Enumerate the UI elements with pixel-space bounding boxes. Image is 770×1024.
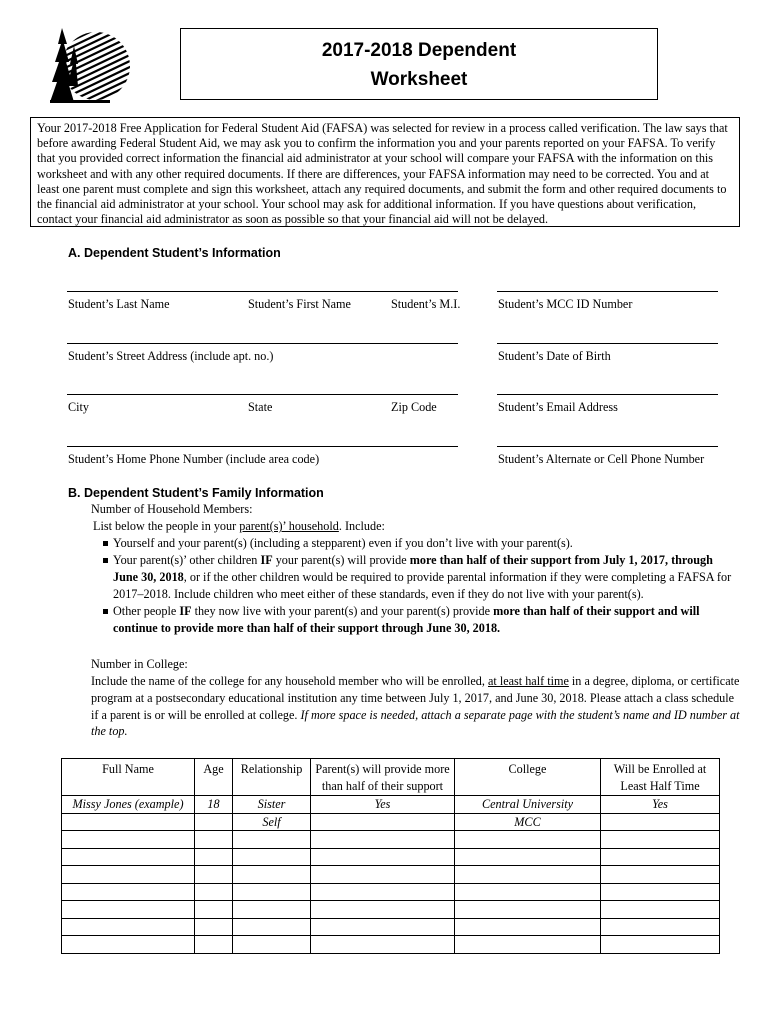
household-label: Number of Household Members: [91,502,253,516]
cell-half-time[interactable] [601,883,720,901]
cell-relationship[interactable] [233,866,311,884]
table-row [62,813,720,831]
cell-support[interactable] [311,813,455,831]
cell-age[interactable] [195,883,233,901]
list-intro: List below the people in your parent(s)’ household. Include: [93,519,385,533]
table-row [62,936,720,954]
college-instructions: Include the name of the college for any household member who will be enrolled, at least half time in a degree, diploma, or certificate program at a postsecondary educational institution any time between July 1, 2017, and June 30, 2018. Please attach a class schedule if a parent is or will be enrolled at college. If more space is needed, attach a separate page with the student’s name and ID number at the top. [91,674,740,739]
title-line-2: Worksheet [370,69,468,90]
cell-relationship[interactable]: Self [233,813,311,831]
table-header-row [62,759,720,796]
cell-full-name[interactable] [62,866,195,884]
cell-age[interactable] [195,831,233,849]
section-b-heading: B. Dependent Student’s Family Information [68,486,324,500]
table-row [62,901,720,919]
cell-support[interactable] [311,936,455,954]
cell-age[interactable] [195,918,233,936]
cell-half-time[interactable] [601,936,720,954]
mi-label: Student’s M.I. [391,297,461,311]
cell-half-time[interactable]: Yes [601,796,720,814]
household-table [61,758,720,954]
email-line[interactable] [497,394,718,395]
cell-full-name[interactable] [62,901,195,919]
cell-full-name[interactable] [62,848,195,866]
cell-half-time[interactable] [601,831,720,849]
cell-half-time[interactable] [601,813,720,831]
cell-relationship[interactable]: Sister [233,796,311,814]
cell-support[interactable] [311,901,455,919]
alt-phone-line[interactable] [497,446,718,447]
cell-support[interactable] [311,866,455,884]
col-header-age: Age [195,759,233,796]
cell-college[interactable]: Central University [455,796,601,814]
cell-age[interactable] [195,813,233,831]
table-row [62,866,720,884]
col-header-relationship: Relationship [233,759,311,796]
title-line-1: 2017-2018 Dependent [321,40,517,61]
cell-half-time[interactable] [601,901,720,919]
cell-support[interactable] [311,848,455,866]
table-row [62,796,720,814]
cell-relationship[interactable] [233,918,311,936]
mcc-id-line[interactable] [497,291,718,292]
dob-label: Student’s Date of Birth [498,349,611,363]
cell-age[interactable]: 18 [195,796,233,814]
cell-half-time[interactable] [601,918,720,936]
name-line[interactable] [67,291,458,292]
cell-support[interactable] [311,918,455,936]
street-line[interactable] [67,343,458,344]
cell-college[interactable] [455,918,601,936]
tree-sun-logo-icon [48,24,132,108]
home-phone-label: Student’s Home Phone Number (include area code) [68,452,320,466]
alt-phone-label: Student’s Alternate or Cell Phone Number [498,452,705,466]
cell-support[interactable] [311,883,455,901]
list-item: Yourself and your parent(s) (including a stepparent) even if you don’t live with your parent(s). [100,535,740,552]
table-row [62,883,720,901]
household-criteria-list [100,535,740,637]
cell-college[interactable]: MCC [455,813,601,831]
cell-relationship[interactable] [233,831,311,849]
email-label: Student’s Email Address [498,400,618,414]
state-label: State [248,400,273,414]
cell-full-name[interactable] [62,883,195,901]
cell-relationship[interactable] [233,901,311,919]
intro-box: Your 2017-2018 Free Application for Federal Student Aid (FAFSA) was selected for review in a process called verification. The law says that before awarding Federal Student Aid, we may ask you to confirm the information you and your parents reported on your FAFSA. To verify that you provided correct information the financial aid administrator at your school will compare your FAFSA with the information on this worksheet and with any other required documents. If there are differences, your FAFSA information may need to be corrected. You and at least one parent must complete and sign this worksheet, attach any required documents, and submit the form and other required documents to the financial aid administrator at your school. Your school may ask for additional information. If you have questions about verification, contact your financial aid administrator as soon as possible so that your financial aid will not be delayed. [30,117,740,227]
cell-relationship[interactable] [233,883,311,901]
city-state-zip-line[interactable] [67,394,458,395]
dob-line[interactable] [497,343,718,344]
home-phone-line[interactable] [67,446,458,447]
cell-college[interactable] [455,866,601,884]
cell-age[interactable] [195,866,233,884]
street-label: Student’s Street Address (include apt. no.) [68,349,274,363]
cell-half-time[interactable] [601,866,720,884]
col-header-college: College [455,759,601,796]
college-label: Number in College: [91,657,188,671]
cell-full-name[interactable] [62,831,195,849]
cell-full-name[interactable] [62,918,195,936]
cell-half-time[interactable] [601,848,720,866]
col-header-half-time: Will be Enrolled at Least Half Time [601,759,720,796]
cell-support[interactable] [311,831,455,849]
col-header-full-name: Full Name [62,759,195,796]
city-label: City [68,400,89,414]
cell-relationship[interactable] [233,936,311,954]
first-name-label: Student’s First Name [248,297,351,311]
cell-age[interactable] [195,901,233,919]
cell-full-name[interactable]: Missy Jones (example) [62,796,195,814]
cell-age[interactable] [195,848,233,866]
cell-full-name[interactable] [62,936,195,954]
cell-college[interactable] [455,901,601,919]
cell-college[interactable] [455,831,601,849]
col-header-support: Parent(s) will provide more than half of their support [311,759,455,796]
last-name-label: Student’s Last Name [68,297,170,311]
cell-full-name[interactable] [62,813,195,831]
table-row [62,848,720,866]
section-a-heading: A. Dependent Student’s Information [68,246,281,260]
cell-college[interactable] [455,883,601,901]
table-row [62,831,720,849]
list-item: Other people IF they now live with your parent(s) and your parent(s) provide more than half of their support and will continue to provide more than half of their support through June 30, 2018. [100,603,740,637]
table-row [62,918,720,936]
cell-support[interactable]: Yes [311,796,455,814]
cell-college[interactable] [455,848,601,866]
title-box [180,28,658,100]
zip-label: Zip Code [391,400,437,414]
cell-relationship[interactable] [233,848,311,866]
cell-college[interactable] [455,936,601,954]
mcc-id-label: Student’s MCC ID Number [498,297,633,311]
cell-age[interactable] [195,936,233,954]
list-item: Your parent(s)’ other children IF your parent(s) will provide more than half of their support from July 1, 2017, through June 30, 2018, or if the other children would be required to provide parental information if they were completing a FAFSA for 2017–2018. Include children who meet either of these standards, even if they do not live with your parent(s). [100,552,740,603]
